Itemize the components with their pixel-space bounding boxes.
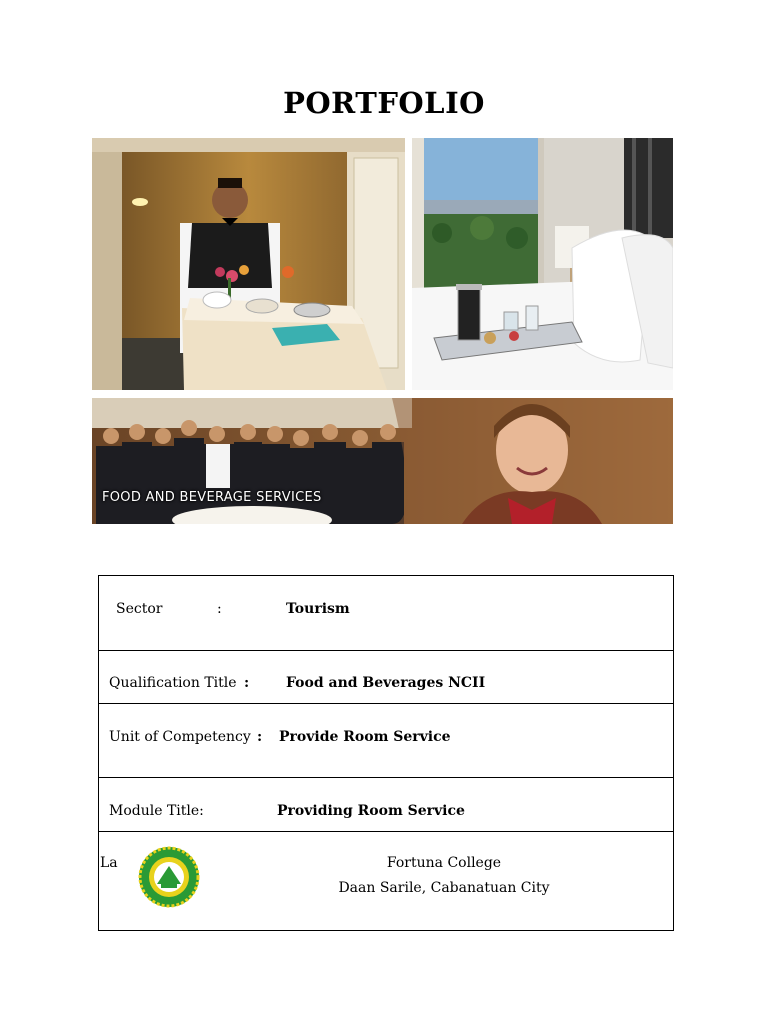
qualification-label: Qualification Title xyxy=(109,675,237,691)
sector-row xyxy=(99,576,673,651)
breakfast-bed-illustration xyxy=(412,138,673,390)
qualification-value: Food and Beverages NCII xyxy=(286,675,486,691)
portfolio-info-table xyxy=(98,575,674,931)
banner-caption: FOOD AND BEVERAGE SERVICES xyxy=(102,490,322,505)
module-label: Module Title: xyxy=(109,803,204,819)
module-value: Providing Room Service xyxy=(277,803,465,819)
banner-illustration xyxy=(92,398,673,524)
waiter-illustration xyxy=(92,138,405,390)
unit-row xyxy=(99,703,673,778)
qualification-separator: : xyxy=(244,675,250,691)
breakfast-bed-photo xyxy=(412,138,673,390)
qualification-row xyxy=(99,650,673,704)
module-row xyxy=(99,777,673,832)
college-logo xyxy=(134,846,204,908)
page-title: PORTFOLIO xyxy=(283,86,485,120)
college-row xyxy=(99,831,673,930)
food-beverage-banner-photo xyxy=(92,398,673,524)
college-prefix: La xyxy=(100,855,118,871)
unit-value: Provide Room Service xyxy=(279,729,451,745)
unit-label: Unit of Competency xyxy=(109,729,251,745)
unit-separator: : xyxy=(257,729,263,745)
college-seal-icon xyxy=(134,846,204,908)
college-name: Fortuna College xyxy=(386,855,502,871)
sector-label: Sector xyxy=(116,601,163,617)
college-address: Daan Sarile, Cabanatuan City xyxy=(338,880,550,896)
sector-separator: : xyxy=(217,601,222,617)
sector-value: Tourism xyxy=(286,601,350,617)
waiter-room-service-photo xyxy=(92,138,405,390)
